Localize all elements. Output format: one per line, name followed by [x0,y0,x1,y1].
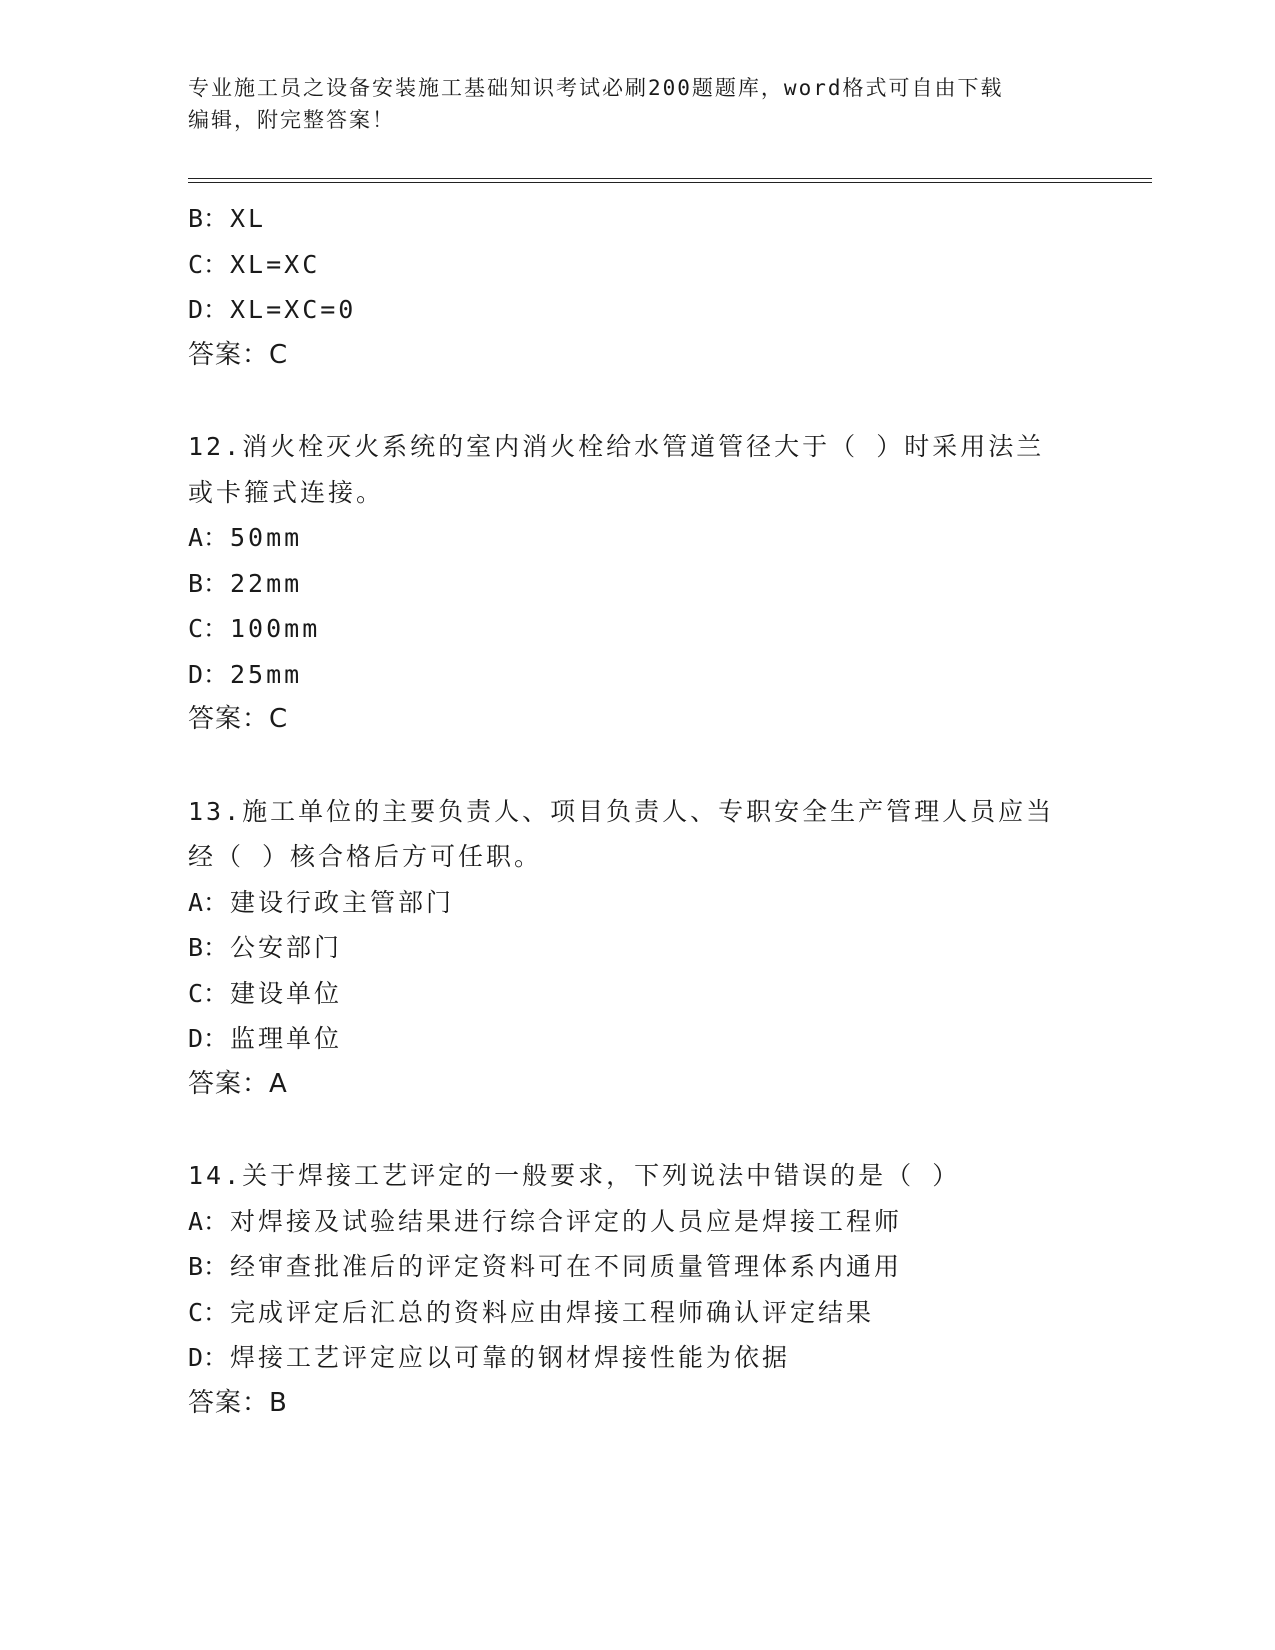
option-text: 公安部门 [230,933,343,962]
option-label: D： [188,295,229,324]
option-d [188,652,1148,698]
option-label: B： [188,204,229,233]
answer-line: 答案：C [188,704,289,734]
option-label: B： [188,568,229,598]
answer-line: 答案：B [188,1387,288,1418]
option-text: 22mm [230,568,303,598]
option-label: C： [188,614,229,643]
option-b [188,196,1148,242]
option-text: XL=XC [230,249,321,279]
option-label: D： [188,1343,229,1372]
question-stem-line-2: 经（ ）核合格后方可任职。 [188,842,543,871]
option-text: 焊接工艺评定应以可靠的钢材焊接性能为依据 [230,1343,791,1372]
option-label: A： [188,887,229,917]
option-b [188,925,1148,971]
option-label: D： [188,659,229,689]
option-c [188,971,1148,1017]
option-d [188,1016,1148,1062]
header-title-line-2: 编辑，附完整答案！ [188,108,395,132]
option-text: 50mm [230,523,303,552]
question-list [188,196,1148,1426]
header-divider-bottom [188,182,1152,183]
header-title-line-1: 专业施工员之设备安装施工基础知识考试必刷200题题库，word格式可自由下载 [188,76,1004,100]
option-text: 完成评定后汇总的资料应由焊接工程师确认评定结果 [230,1297,875,1327]
answer-line: 答案：A [188,1068,288,1099]
question-spacer [188,1107,1148,1153]
document-header [188,72,1088,136]
option-text: 建设单位 [230,978,343,1008]
question-12 [188,424,1148,743]
question-14 [188,1153,1148,1426]
question-13 [188,789,1148,1108]
option-d [188,1335,1148,1381]
question-stem-line-1: 14.关于焊接工艺评定的一般要求，下列说法中错误的是（ ） [188,1161,961,1190]
header-divider-top [188,178,1152,179]
option-text: XL=XC=0 [230,295,357,324]
option-b [188,561,1148,607]
question-stem-line-1: 12.消火栓灭火系统的室内消火栓给水管道管径大于（ ）时采用法兰 [188,432,1045,461]
option-label: B： [188,933,229,962]
question-spacer [188,743,1148,789]
option-b [188,1244,1148,1290]
option-text: 25mm [230,659,303,689]
option-text: 监理单位 [230,1024,343,1053]
option-text: 对焊接及试验结果进行综合评定的人员应是焊接工程师 [230,1206,903,1236]
option-label: D： [188,1024,229,1053]
answer-line: 答案：C [188,339,289,370]
question-stem-line-1: 13.施工单位的主要负责人、项目负责人、专职安全生产管理人员应当 [188,796,1055,826]
option-c [188,1290,1148,1336]
option-label: B： [188,1252,229,1281]
option-c [188,242,1148,288]
option-label: A： [188,1206,229,1236]
option-a [188,880,1148,926]
option-text: 经审查批准后的评定资料可在不同质量管理体系内通用 [230,1252,903,1281]
option-a [188,1199,1148,1245]
option-text: XL [230,204,267,233]
option-d [188,287,1148,333]
option-label: A： [188,523,229,552]
question-spacer [188,378,1148,424]
question-stem-line-2: 或卡箍式连接。 [188,477,385,507]
option-text: 建设行政主管部门 [230,887,455,917]
option-label: C： [188,978,229,1008]
option-text: 100mm [230,614,321,643]
option-c [188,606,1148,652]
option-label: C： [188,249,229,279]
question-11 [188,196,1148,378]
option-label: C： [188,1297,229,1327]
option-a [188,515,1148,561]
